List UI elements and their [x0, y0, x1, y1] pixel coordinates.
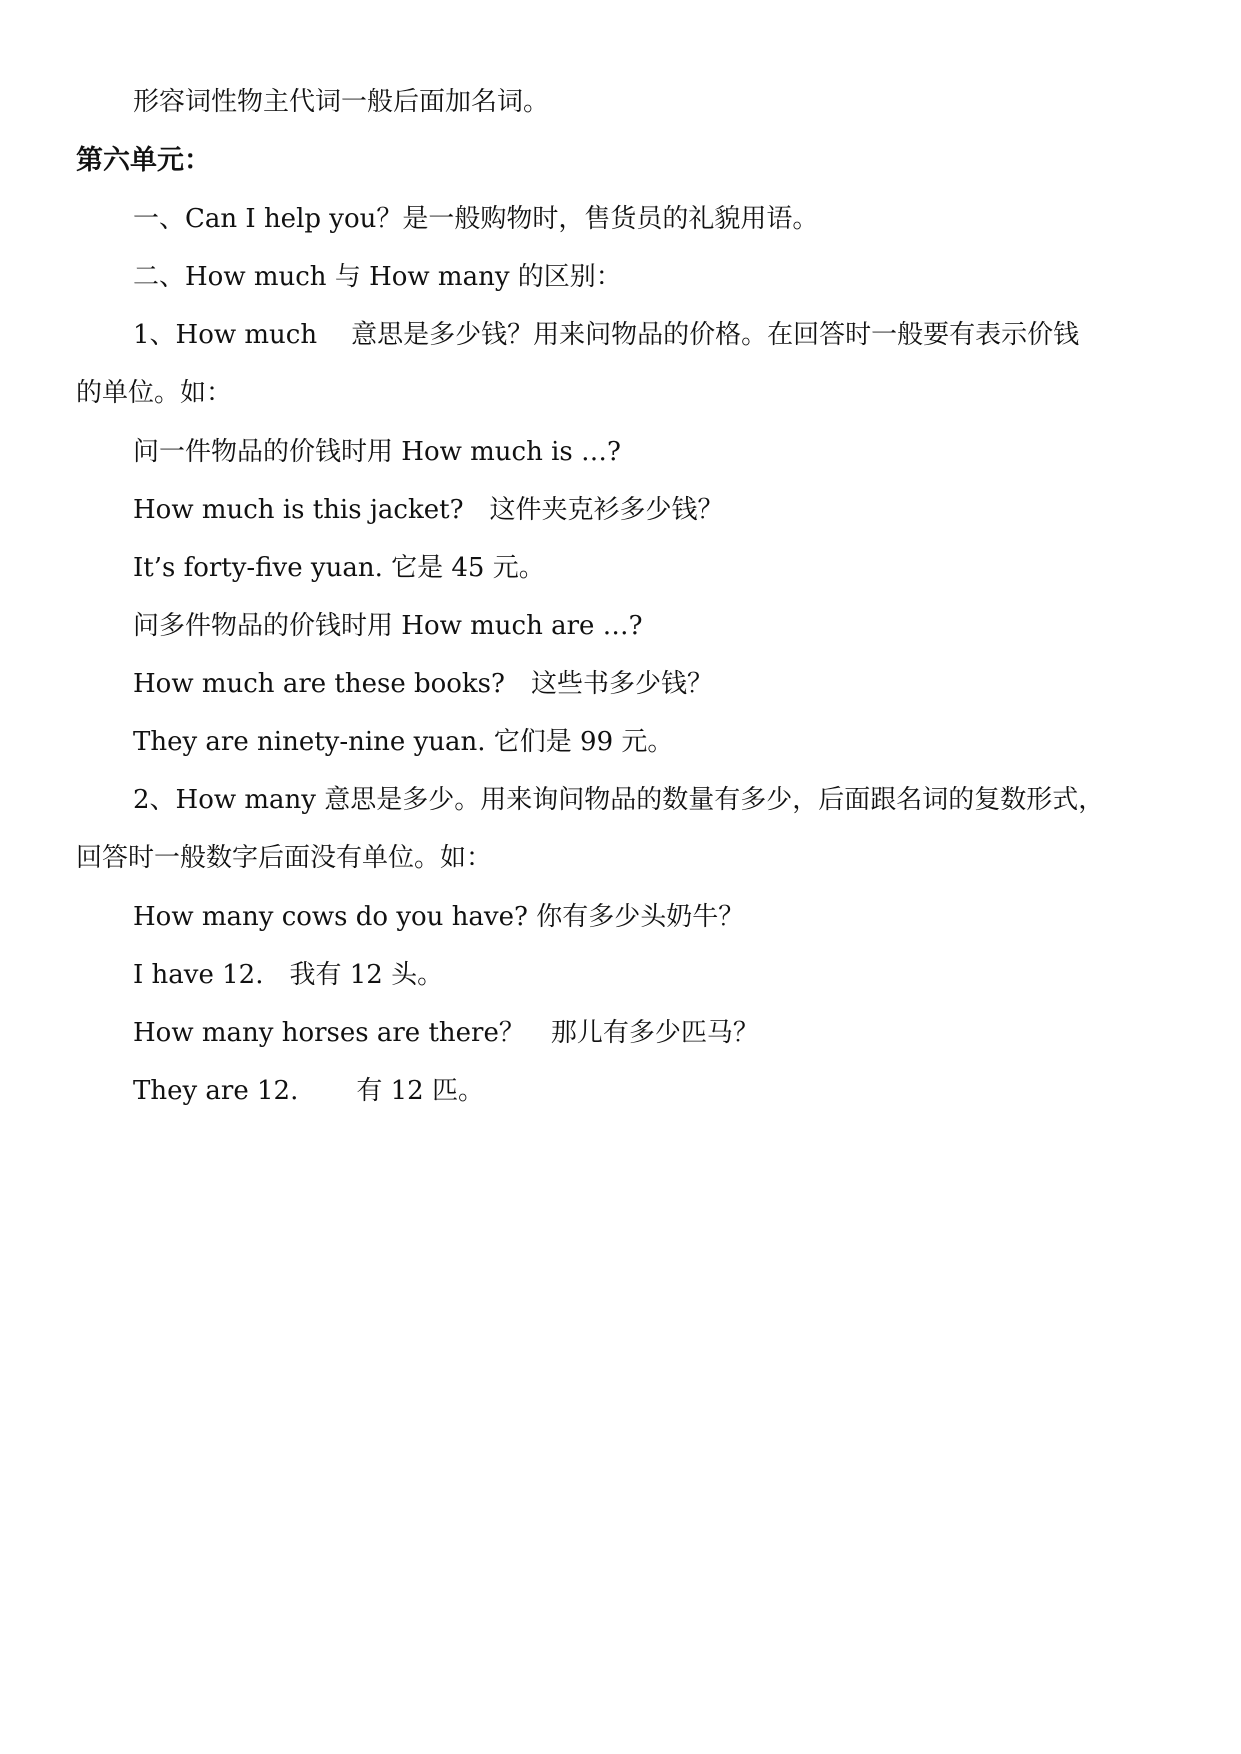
text-line: 问多件物品的价钱时用 How much are …? [133, 611, 643, 641]
text-line [133, 317, 1079, 353]
text-line: They are ninety-nine yuan. 它们是 99 元。 [133, 727, 674, 757]
text-line [133, 1015, 759, 1051]
text-segment: 我有 12 头。 [289, 960, 444, 990]
text-line: It’s forty-five yuan. 它是 45 元。 [133, 553, 545, 583]
text-segment: 1、How much [133, 320, 318, 350]
text-line: 2、How many 意思是多少。用来询问物品的数量有多少，后面跟名词的复数形式， [133, 785, 1105, 815]
text-segment: 这件夹克衫多少钱？ [489, 495, 724, 525]
text-line [133, 492, 724, 528]
text-line: 的单位。如： [76, 378, 233, 408]
text-segment: They are 12. [133, 1076, 299, 1106]
section-heading: 第六单元： [76, 145, 211, 176]
text-segment: 那儿有多少匹马？ [550, 1018, 759, 1048]
text-line [133, 957, 443, 993]
text-line: 问一件物品的价钱时用 How much is …? [133, 437, 621, 467]
text-line: 二、How much 与 How many 的区别： [133, 262, 622, 292]
text-segment: 意思是多少钱？用来问物品的价格。在回答时一般要有表示价钱 [351, 320, 1080, 350]
text-line [133, 666, 713, 702]
text-segment: How many horses are there？ [133, 1018, 525, 1048]
text-line: 一、Can I help you？是一般购物时，售货员的礼貌用语。 [133, 204, 819, 234]
text-segment: How much are these books? [133, 669, 505, 699]
text-line [133, 1073, 484, 1109]
text-segment: 这些书多少钱？ [530, 669, 713, 699]
text-line: 回答时一般数字后面没有单位。如： [76, 843, 493, 873]
text-line: How many cows do you have? 你有多少头奶牛？ [133, 902, 745, 932]
text-segment: How much is this jacket? [133, 495, 464, 525]
text-segment: I have 12. [133, 960, 264, 990]
text-line: 形容词性物主代词一般后面加名词。 [133, 87, 550, 117]
text-segment: 有 12 匹。 [356, 1076, 484, 1106]
